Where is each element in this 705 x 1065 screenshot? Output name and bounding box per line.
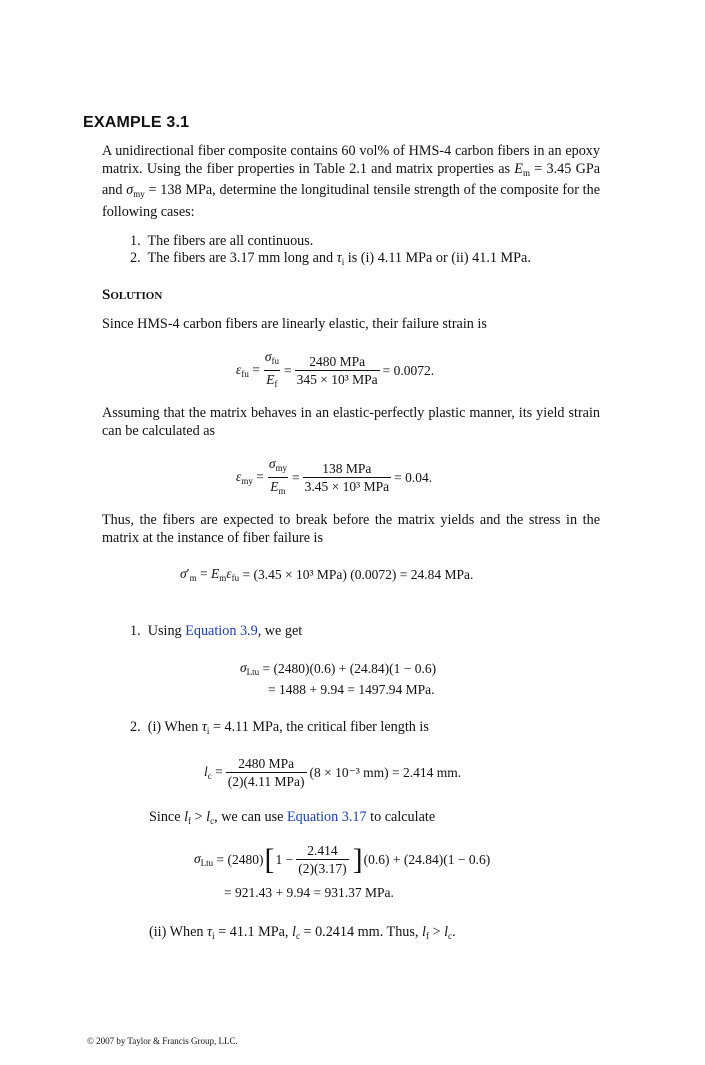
copyright-footer: © 2007 by Taylor & Francis Group, LLC. [87, 1036, 238, 1046]
solution-paragraph-2: Assuming that the matrix behaves in an elastic-perfectly plastic manner, its yield strain can be calculated as [102, 405, 600, 439]
equation-failure-strain: $\varepsilon_{fu}$ = $\frac{\sigma_{fu}}{E_f}$ = $\frac{\text{2480 MPa}}{\text{345 × 10³ MPa}}$ = 0.0072. [236, 349, 434, 392]
strength-line-2: = 921.43 + 9.94 = 931.37 MPa. [224, 885, 394, 900]
since-line: Since $l_f > l_c$, we can use Equation 3.17 to calculate [149, 809, 436, 826]
equation-strength-discontinuous-result [224, 885, 394, 901]
step-2: 2. (i) When $\tau_i = 4.11$ MPa, the critical fiber length is [130, 719, 429, 736]
critical-length-numerator: 2480 MPa [238, 756, 295, 771]
strength-frac-den: (2)(3.17) [298, 861, 347, 876]
strength-frac-num: 2.414 [307, 843, 338, 858]
problem-intro-b: = 3.45 GPa and [102, 160, 601, 199]
since-text-c: to calculate [370, 809, 436, 825]
equation-3-9-link[interactable]: Equation 3.9 [185, 623, 258, 639]
equation-critical-length: $l_c$ = $\frac{\text{2480 MPa}}{\text{(2)(4.11 MPa)}}$ (8 × 10⁻³ mm) = 2.414 mm. [204, 756, 462, 789]
step-1-line-2: = 1488 + 9.94 = 1497.94 MPa. [268, 682, 435, 697]
case-2-text-b: is (i) 4.11 MPa or (ii) 41.1 MPa. [347, 250, 531, 266]
strength-a: = (2480) [216, 851, 264, 867]
eq2-result: = 0.04. [394, 469, 433, 485]
step-1-number: 1. [130, 623, 141, 639]
case-ii-text-b: = 41.1 MPa, [218, 924, 289, 940]
eq1-denominator: 345 × 10³ MPa [296, 372, 378, 387]
solution-paragraph-3: Thus, the fibers are expected to break before the matrix yields and the stress in the matrix at the instance of fiber failure is [102, 512, 600, 546]
eq3-rhs: = (3.45 × 10³ MPa) (0.0072) = 24.84 MPa. [242, 566, 474, 582]
case-ii-line: (ii) When $\tau_i = 41.1$ MPa, $l_c = 0.2414$ mm. Thus, $l_f > l_c$. [149, 924, 456, 941]
case-1-text: The fibers are all continuous. [147, 233, 314, 249]
step-1-line-1: = (2480)(0.6) + (24.84)(1 − 0.6) [262, 660, 437, 676]
since-text-b: , we can use [214, 809, 284, 825]
case-ii-text-a: (ii) When [149, 924, 204, 940]
left-bracket: [ [264, 842, 275, 876]
case-1 [130, 233, 313, 251]
case-2: 2. The fibers are 3.17 mm long and $\tau_i$ is (i) 4.11 MPa or (ii) 41.1 MPa. [130, 250, 531, 267]
equation-matrix-stress: $\sigma'_m = E_m\varepsilon_{fu}$ = (3.45 × 10³ MPa) (0.0072) = 24.84 MPa. [180, 566, 474, 583]
step-2-text-a: (i) When [147, 719, 199, 735]
critical-length-rest: (8 × 10⁻³ mm) = 2.414 mm. [309, 764, 462, 780]
equation-strength-continuous-result [268, 682, 434, 698]
eq2-denominator: 3.45 × 10³ MPa [304, 479, 390, 494]
eq1-numerator: 2480 MPa [309, 354, 366, 369]
eq1-result: = 0.0072. [382, 362, 435, 378]
solution-heading: Solution [102, 287, 163, 303]
case-2-number: 2. [130, 250, 141, 266]
case-1-number: 1. [130, 233, 141, 249]
since-text-a: Since [149, 809, 181, 825]
right-bracket: ] [352, 842, 363, 876]
solution-paragraph-1: Since HMS-4 carbon fibers are linearly elastic, their failure strain is [102, 316, 487, 332]
case-2-text-a: The fibers are 3.17 mm long and [147, 250, 334, 266]
strength-one-minus: 1 − [275, 851, 294, 867]
example-heading: EXAMPLE 3.1 [83, 114, 190, 131]
step-1-text-b: , we get [257, 623, 303, 639]
problem-intro-c: = 138 MPa, determine the longitudinal tensile strength of the composite for the following cases: [102, 182, 601, 220]
equation-3-17-link[interactable]: Equation 3.17 [286, 809, 367, 825]
case-ii-text-c: = 0.2414 mm. Thus, [303, 924, 419, 940]
problem-intro-a: A unidirectional fiber composite contains 60 vol% of HMS-4 carbon fibers in an epoxy matrix. Using the fiber properties in Table 2.1 and matrix properties as [102, 143, 600, 177]
step-2-text-b: = 4.11 MPa, the critical fiber length is [212, 719, 429, 735]
step-2-number: 2. [130, 719, 141, 735]
equation-strength-discontinuous: $\sigma_{Ltu}$ = (2480) [ 1 − $\frac{2.414}{(2)(3.17)}$ ] (0.6) + (24.84)(1 − 0.6) [194, 842, 491, 876]
problem-statement: A unidirectional fiber composite contains 60 vol% of HMS-4 carbon fibers in an epoxy matrix. Using the fiber properties in Table 2.1 and matrix properties as $E_m = 3.45$ GPa and $\sigma_{my} = 138$ MPa, determine the longitudinal tensile strength of the composite for the following cases: [102, 143, 601, 220]
equation-strength-continuous: $\sigma_{Ltu}$ = (2480)(0.6) + (24.84)(1 − 0.6) [240, 660, 437, 677]
equation-yield-strain: $\varepsilon_{my}$ = $\frac{\sigma_{my}}{E_m}$ = $\frac{\text{138 MPa}}{\text{3.45 × 10³ MPa}}$ = 0.04. [236, 456, 432, 499]
critical-length-denominator: (2)(4.11 MPa) [227, 774, 305, 789]
step-1-text-a: Using [147, 623, 182, 639]
step-1 [130, 623, 302, 641]
eq2-numerator: 138 MPa [322, 461, 372, 476]
strength-b: (0.6) + (24.84)(1 − 0.6) [363, 851, 491, 867]
